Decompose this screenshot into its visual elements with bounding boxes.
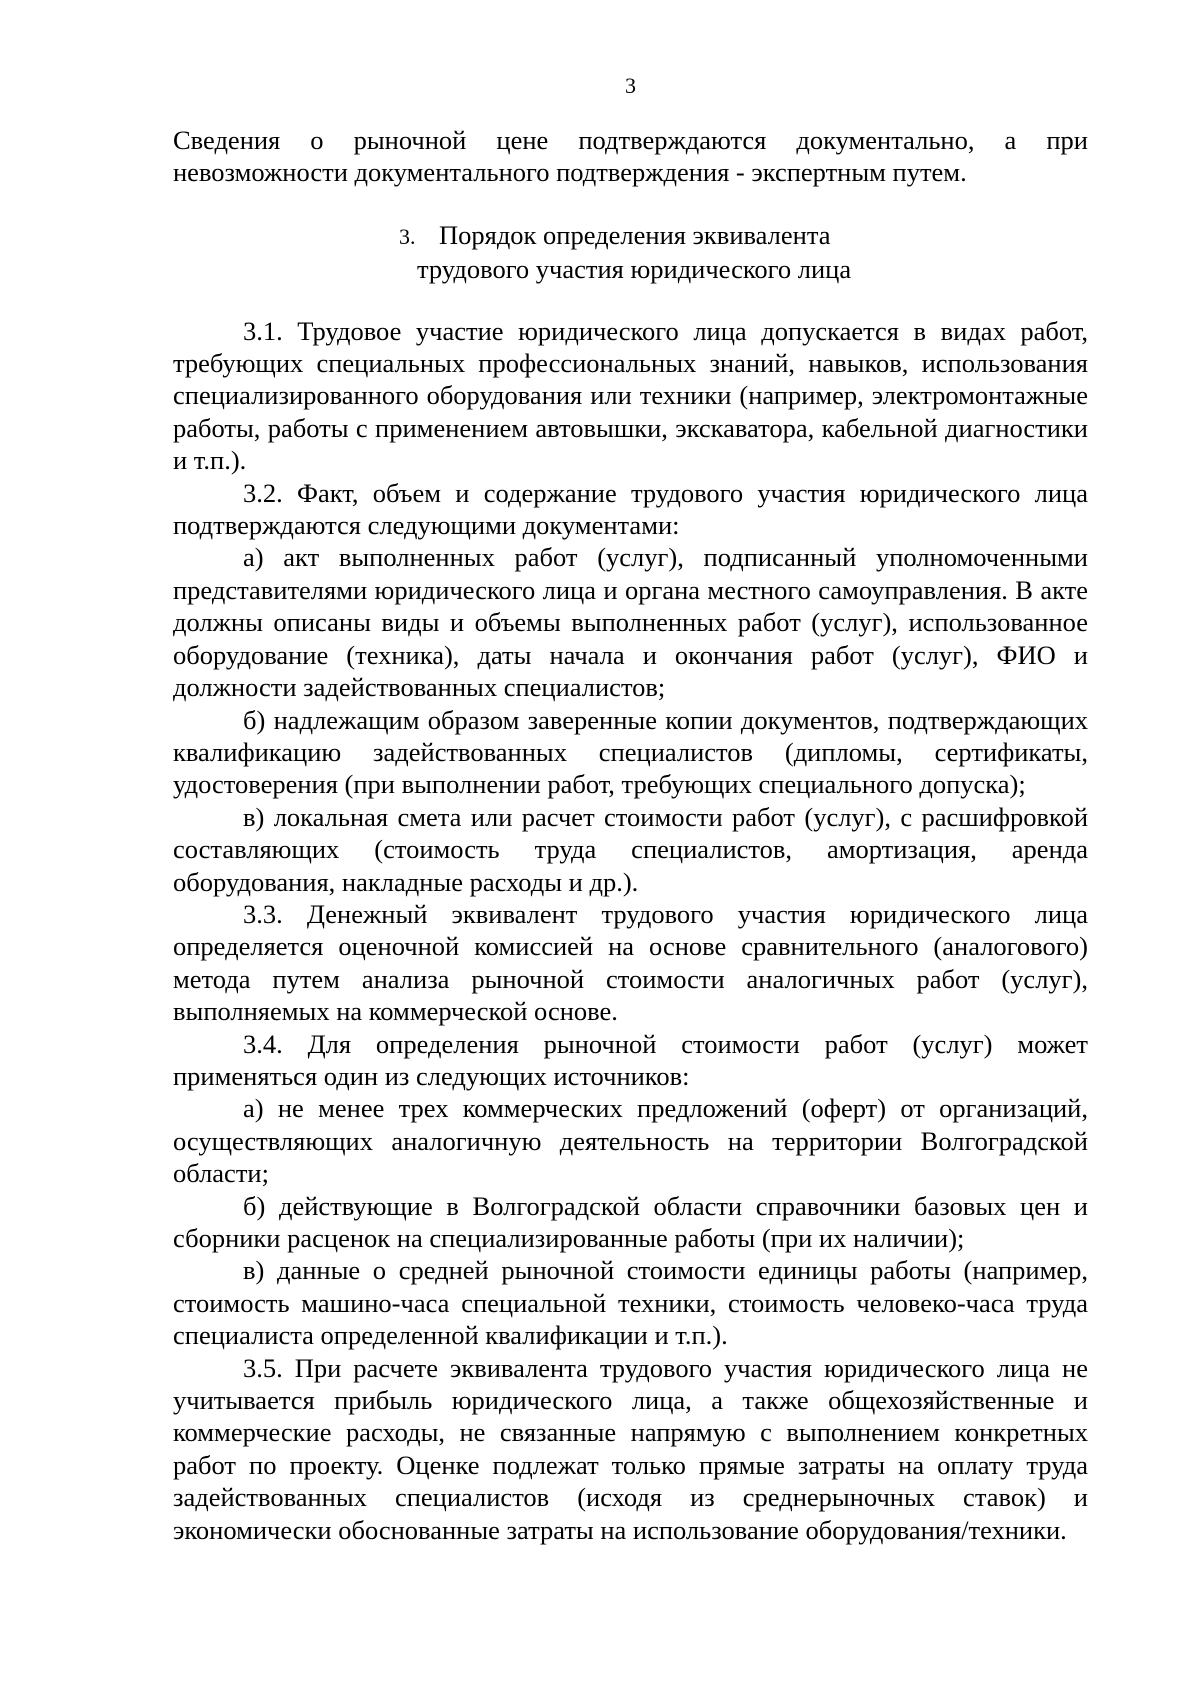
section-number: 3. — [399, 223, 416, 249]
paragraph-3-3: 3.3. Денежный эквивалент трудового участия юридического лица определяется оценочной комиссией на основе сравнительного (аналогового) метода путем анализа рыночной стоимости аналогичных работ (услуг), выполняемых на коммерческой основе. — [173, 898, 1088, 1027]
paragraph-3-1: 3.1. Трудовое участие юридического лица допускается в видах работ, требующих специальных профессиональных знаний, навыков, использования специализированного оборудования или техники (например, электромонтажные работы, работы с применением автовышки, экскаватора, кабельной диагностики и т.п.). — [173, 315, 1088, 476]
paragraph-3-2: 3.2. Факт, объем и содержание трудового участия юридического лица подтверждаются следующими документами: — [173, 477, 1088, 541]
section-heading — [173, 219, 1088, 286]
paragraph-3-4-b: б) действующие в Волгоградской области справочники базовых цен и сборники расценок на специализированные работы (при их наличии); — [173, 1190, 1088, 1253]
paragraph-3-2-v: в) локальная смета или расчет стоимости работ (услуг), с расшифровкой составляющих (стоимость труда специалистов, амортизация, аренда оборудования, накладные расходы и др.). — [173, 801, 1088, 897]
intro-paragraph: Сведения о рыночной цене подтверждаются документально, а при невозможности документального подтверждения - экспертным путем. — [173, 125, 1088, 188]
paragraph-3-5: 3.5. При расчете эквивалента трудового участия юридического лица не учитывается прибыль юридического лица, а также общехозяйственные и коммерческие расходы, не связанные напрямую с выполнением конкретных работ по проекту. Оценке подлежат только прямые затраты на оплату труда задействованных специалистов (исходя из среднерыночных ставок) и экономически обоснованные затраты на использование оборудования/техники. — [173, 1352, 1088, 1545]
paragraph-3-4: 3.4. Для определения рыночной стоимости работ (услуг) может применяться один из следующих источников: — [173, 1028, 1088, 1091]
paragraph-3-2-b: б) надлежащим образом заверенные копии документов, подтверждающих квалификацию задействованных специалистов (дипломы, сертификаты, удостоверения (при выполнении работ, требующих специального допуска); — [173, 704, 1088, 800]
section-heading-line-1 — [399, 219, 1088, 253]
paragraph-3-4-v: в) данные о средней рыночной стоимости единицы работы (например, стоимость машино-часа специальной техники, стоимость человеко-часа труда специалиста определенной квалификации и т.п.). — [173, 1255, 1088, 1351]
section-title-line-2: трудового участия юридического лица — [417, 254, 852, 285]
page-number: 3 — [625, 73, 636, 98]
section-title-line-1: Порядок определения эквивалента — [439, 219, 831, 250]
document-page — [173, 72, 1088, 1546]
paragraph-3-2-a: а) акт выполненных работ (услуг), подписанный уполномоченными представителями юридического лица и органа местного самоуправления. В акте должны описаны виды и объемы выполненных работ (услуг), использованное оборудование (техника), даты начала и окончания работ (услуг), ФИО и должности задействованных специалистов; — [173, 542, 1088, 703]
paragraph-3-4-a: а) не менее трех коммерческих предложений (оферт) от организаций, осуществляющих аналогичную деятельность на территории Волгоградской области; — [173, 1093, 1088, 1189]
